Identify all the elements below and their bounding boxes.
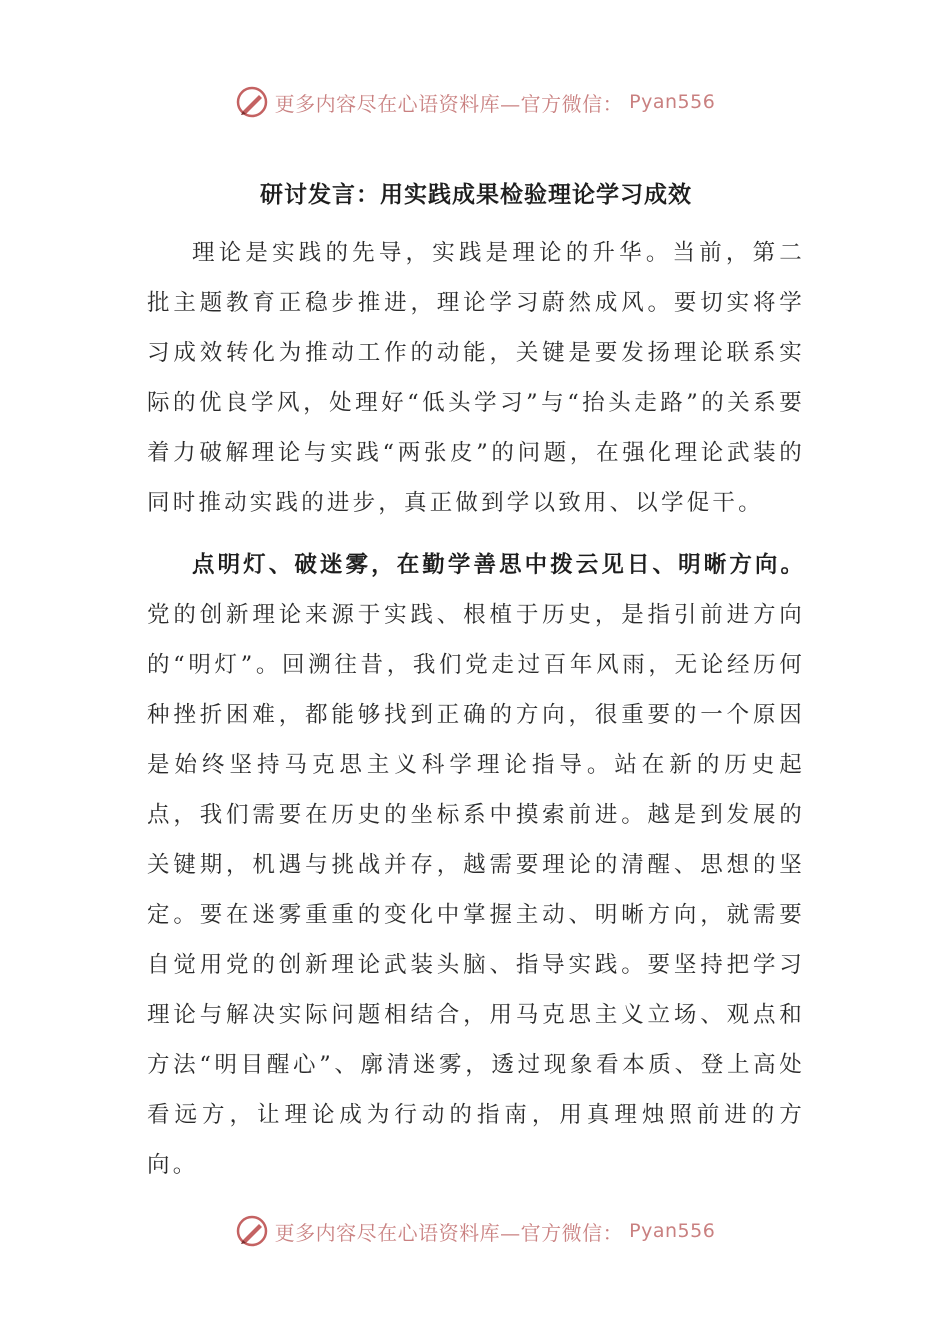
intro-paragraph: 理论是实践的先导，实践是理论的升华。当前，第二批主题教育正稳步推进，理论学习蔚然成风。要切实将学习成效转化为推动工作的动能，关键是要发扬理论联系实际的优良学风，处理好“低头学习”与“抬头走路”的关系要着力破解理论与实践“两张皮”的问题，在强化理论武装的同时推动实践的进步，真正做到学以致用、以学促干。	[147, 240, 805, 516]
section-1-body: 党的创新理论来源于实践、根植于历史，是指引前进方向的“明灯”。回溯往昔，我们党走过百年风雨，无论经历何种挫折困难，都能够找到正确的方向，很重要的一个原因是始终坚持马克思主义科学理论指导。站在新的历史起点，我们需要在历史的坐标系中摸索前进。越是到发展的关键期，机遇与挑战并存，越需要理论的清醒、思想的坚定。要在迷雾重重的变化中掌握主动、明晰方向，就需要自觉用党的创新理论武装头脑、指导实践。要坚持把学习理论与解决实际问题相结合，用马克思主义立场、观点和方法“明目醒心”、廓清迷雾，透过现象看本质、登上高处看远方，让理论成为行动的指南，用真理烛照前进的方向。	[147, 602, 805, 1178]
header-watermark	[0, 82, 950, 122]
footer-watermark	[0, 1211, 950, 1251]
section-1-paragraph	[147, 540, 805, 1190]
pen-logo-icon	[235, 85, 269, 119]
pen-logo-icon	[235, 1214, 269, 1248]
watermark-wechat-id: Pyan556	[629, 91, 716, 113]
section-1-lead: 点明灯、破迷雾，在勤学善思中拨云见日、明晰方向。	[192, 552, 805, 578]
watermark-text: 更多内容尽在心语资料库—官方微信：	[274, 1220, 624, 1245]
watermark-wechat-id: Pyan556	[629, 1220, 716, 1242]
document-title: 研讨发言：用实践成果检验理论学习成效	[260, 181, 692, 208]
document-body	[147, 170, 805, 1190]
watermark-text: 更多内容尽在心语资料库—官方微信：	[274, 91, 624, 116]
